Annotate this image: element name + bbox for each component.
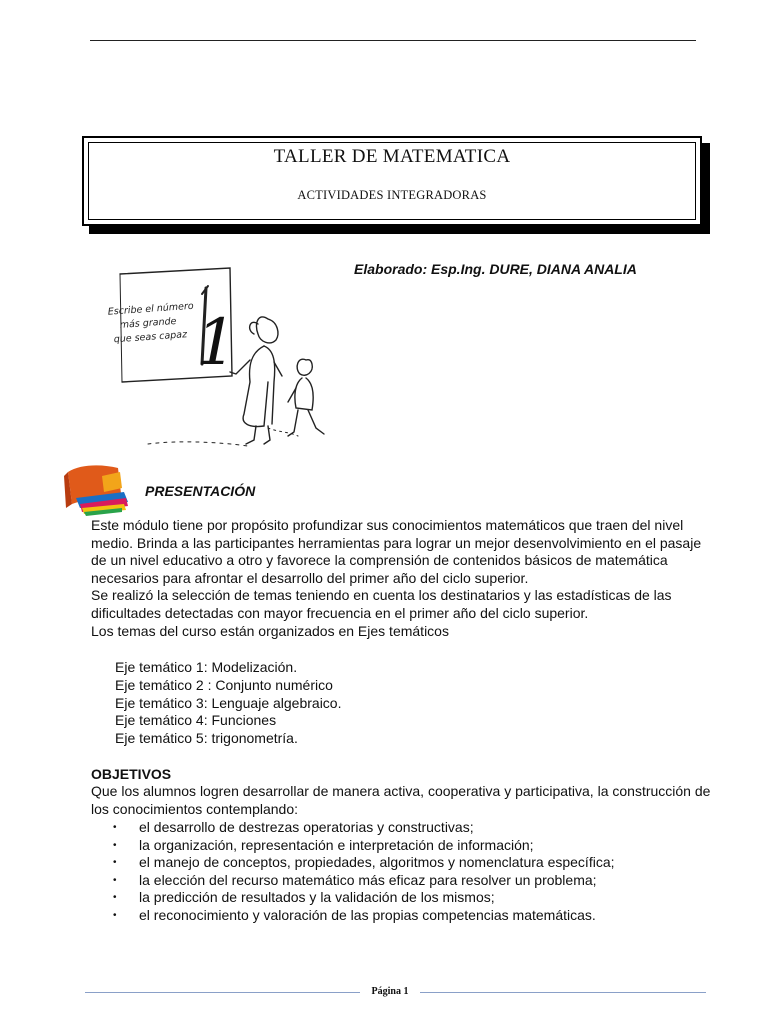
document-subtitle: ACTIVIDADES INTEGRADORAS xyxy=(297,188,487,202)
thematic-axis-item: Eje temático 1: Modelización. xyxy=(115,659,298,675)
board-text-line1: Escribe el número xyxy=(107,300,195,318)
thematic-axis-item: Eje temático 4: Funciones xyxy=(115,712,277,729)
title-box xyxy=(82,136,702,226)
objective-text: la predicción de resultados y la validación de los mismos; xyxy=(139,889,495,906)
presentation-paragraph: Este módulo tiene por propósito profundizar sus conocimientos matemáticos que traen del nivel medio. Brinda a las participantes herramientas para lograr un mejor desenvolvimiento en el pasaje de un nivel educativo a otro y favorece la comprensión de contenidos básicos de matemática necesarios para afrontar el desarrollo del primer año del ciclo superior. xyxy=(91,517,702,586)
board-number: 1 xyxy=(196,306,237,380)
objective-text: el reconocimiento y valoración de las propias competencias matemáticas. xyxy=(139,906,596,923)
document-title: TALLER DE MATEMATICA xyxy=(273,146,511,167)
header-rule xyxy=(90,40,696,41)
bullet-icon: • xyxy=(113,857,117,869)
thematic-axis-item: Eje temático 5: trigonometría. xyxy=(115,730,298,747)
thematic-axis-item: Eje temático 3: Lenguaje algebraico. xyxy=(115,694,342,711)
author-line: Elaborado: Esp.Ing. DURE, DIANA ANALIA xyxy=(354,261,637,277)
thematic-axes-list xyxy=(115,659,341,748)
objective-item xyxy=(113,907,615,925)
bullet-icon: • xyxy=(113,909,117,921)
presentation-heading: PRESENTACIÓN xyxy=(145,483,256,499)
objectives-list xyxy=(113,819,615,925)
bullet-icon: • xyxy=(113,874,117,886)
bullet-icon: • xyxy=(113,892,117,904)
presentation-body xyxy=(91,517,711,640)
objective-text: la organización, representación e interpretación de información; xyxy=(139,836,534,853)
footer-rule-right xyxy=(420,992,706,993)
objectives-heading: OBJETIVOS xyxy=(91,766,172,782)
bullet-icon: • xyxy=(113,822,117,833)
objectives-intro: Que los alumnos logren desarrollar de manera activa, cooperativa y participativa, la construcción de los conocimientos contemplando: xyxy=(91,783,711,817)
objective-item xyxy=(113,819,615,837)
objective-text: el manejo de conceptos, propiedades, algoritmos y nomenclatura específica; xyxy=(139,854,615,871)
page-number: Página 1 xyxy=(371,986,409,997)
objective-text: el desarrollo de destrezas operatorias y constructivas; xyxy=(139,819,474,835)
footer-rule-left xyxy=(85,992,360,993)
presentation-paragraph: Los temas del curso están organizados en Ejes temáticos xyxy=(91,622,449,639)
objective-item xyxy=(113,837,615,855)
books-icon xyxy=(62,458,132,518)
bullet-icon: • xyxy=(113,839,117,851)
objective-text: la elección del recurso matemático más eficaz para resolver un problema; xyxy=(139,871,597,888)
teacher-chalkboard-illustration xyxy=(107,264,333,454)
objective-item xyxy=(113,854,615,872)
board-text-line3: que seas capaz xyxy=(113,329,188,346)
thematic-axis-item: Eje temático 2 : Conjunto numérico xyxy=(115,676,333,693)
presentation-paragraph: Se realizó la selección de temas teniendo en cuenta los destinatarios y las estadísticas de las dificultades detectadas con mayor frecuencia en el primer año del ciclo superior. xyxy=(91,587,672,621)
objective-item xyxy=(113,872,615,890)
objective-item xyxy=(113,889,615,907)
board-text-line2: más grande xyxy=(119,315,177,331)
